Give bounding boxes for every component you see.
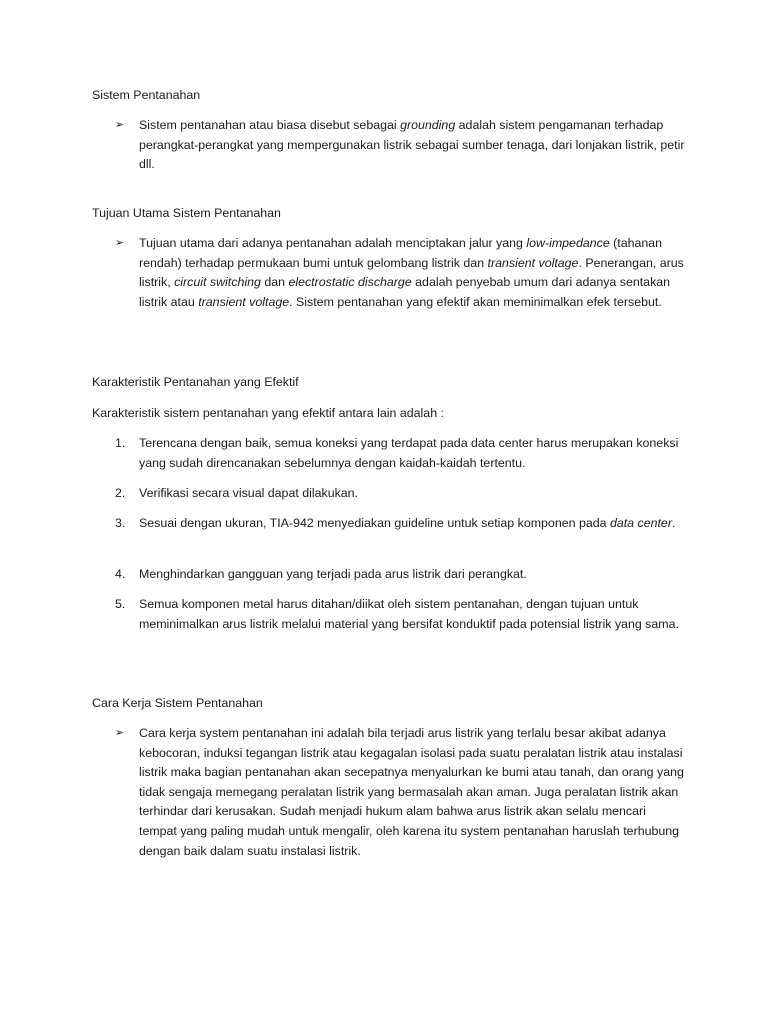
bullet-item bbox=[115, 116, 685, 175]
bullet-text: Tujuan utama dari adanya pentanahan adalah menciptakan jalur yang low-impedance (tahanan rendah) terhadap permukaan bumi untuk gelombang listrik dan transient voltage. Penerangan, arus listrik, circuit switching dan electrostatic discharge adalah penyebab umum dari adanya sentakan listrik atau transient voltage. Sistem pentanahan yang efektif akan meminimalkan efek tersebut. bbox=[139, 236, 684, 309]
arrow-bullet-icon: ➢ bbox=[115, 119, 125, 131]
bullet-text: Sistem pentanahan atau biasa disebut sebagai grounding adalah sistem pengamanan terhadap perangkat-perangkat yang mempergunakan listrik sebagai sumber tenaga, dari lonjakan listrik, petir dll. bbox=[139, 118, 685, 172]
list-number: 1. bbox=[115, 436, 126, 450]
arrow-bullet-icon: ➢ bbox=[115, 237, 125, 249]
list-text: Semua komponen metal harus ditahan/diikat oleh sistem pentanahan, dengan tujuan untuk meminimalkan arus listrik melalui material yang bersifat konduktif pada potensial listrik yang sama. bbox=[139, 597, 679, 631]
list-number: 5. bbox=[115, 597, 126, 611]
arrow-bullet-icon: ➢ bbox=[115, 727, 125, 739]
list-number: 2. bbox=[115, 486, 126, 500]
bullet-item bbox=[115, 234, 685, 312]
list-number: 3. bbox=[115, 516, 126, 530]
list-item bbox=[115, 484, 685, 504]
heading-karakteristik: Karakteristik Pentanahan yang Efektif bbox=[92, 375, 299, 389]
list-item bbox=[115, 595, 685, 634]
list-text: Terencana dengan baik, semua koneksi yang terdapat pada data center harus merupakan koneksi yang sudah direncanakan sebelumnya dengan kaidah-kaidah tertentu. bbox=[139, 436, 679, 470]
list-text: Menghindarkan gangguan yang terjadi pada arus listrik dari perangkat. bbox=[139, 567, 527, 581]
bullet-text: Cara kerja system pentanahan ini adalah bila terjadi arus listrik yang terlalu besar akibat adanya kebocoran, induksi tegangan listrik atau kegagalan isolasi pada suatu peralatan listrik atau instalasi listrik maka bagian pentanahan akan secepatnya menyalurkan ke bumi atau tanah, dan orang yang tidak sengaja memegang peralatan listrik yang bermasalah akan aman. Juga peralatan listrik akan terhindar dari kerusakan. Sudah menjadi hukum alam bahwa arus listrik akan selalu mencari tempat yang paling mudah untuk mengalir, oleh karena itu system pentanahan haruslah terhubung dengan baik dalam suatu instalasi listrik. bbox=[139, 726, 684, 858]
heading-sistem-pentanahan: Sistem Pentanahan bbox=[92, 88, 201, 102]
list-item bbox=[115, 514, 685, 534]
heading-tujuan-utama: Tujuan Utama Sistem Pentanahan bbox=[92, 206, 281, 220]
list-item bbox=[115, 434, 685, 473]
list-text: Sesuai dengan ukuran, TIA-942 menyediakan guideline untuk setiap komponen pada data center. bbox=[139, 516, 676, 530]
heading-cara-kerja: Cara Kerja Sistem Pentanahan bbox=[92, 696, 263, 710]
list-number: 4. bbox=[115, 567, 126, 581]
bullet-item bbox=[115, 724, 685, 861]
intro-paragraph: Karakteristik sistem pentanahan yang efektif antara lain adalah : bbox=[92, 406, 444, 420]
list-text: Verifikasi secara visual dapat dilakukan. bbox=[139, 486, 359, 500]
list-item bbox=[115, 565, 685, 585]
